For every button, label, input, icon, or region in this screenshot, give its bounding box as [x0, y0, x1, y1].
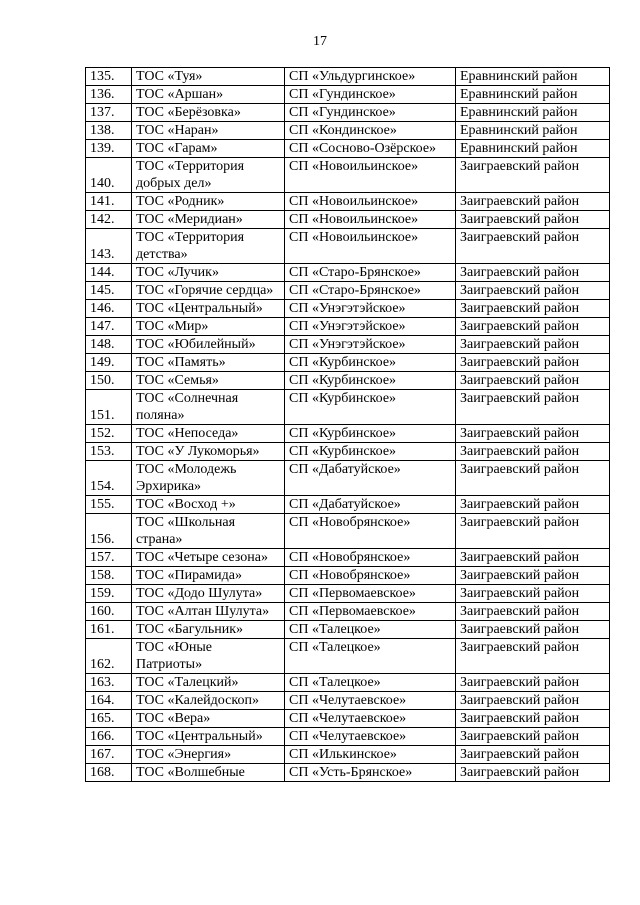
district-name: Заиграевский район	[456, 692, 610, 710]
settlement-name: СП «Курбинское»	[285, 372, 456, 390]
settlement-name: СП «Гундинское»	[285, 104, 456, 122]
tos-name: ТОС «Память»	[132, 354, 285, 372]
row-number: 150.	[86, 372, 132, 390]
table-row	[86, 86, 610, 104]
table-row	[86, 674, 610, 692]
settlement-name: СП «Талецкое»	[285, 621, 456, 639]
row-number: 158.	[86, 567, 132, 585]
district-name: Заиграевский район	[456, 443, 610, 461]
row-number: 160.	[86, 603, 132, 621]
table-row	[86, 549, 610, 567]
row-number: 143.	[86, 229, 132, 264]
row-number: 154.	[86, 461, 132, 496]
district-name: Заиграевский район	[456, 585, 610, 603]
table-row	[86, 567, 610, 585]
tos-name: ТОС «Гарам»	[132, 140, 285, 158]
tos-name: ТОС «Багульник»	[132, 621, 285, 639]
district-name: Заиграевский район	[456, 496, 610, 514]
row-number: 161.	[86, 621, 132, 639]
tos-name: ТОС «Аршан»	[132, 86, 285, 104]
district-name: Заиграевский район	[456, 764, 610, 782]
row-number: 139.	[86, 140, 132, 158]
district-name: Заиграевский район	[456, 639, 610, 674]
settlement-name: СП «Новоильинское»	[285, 211, 456, 229]
table-row	[86, 229, 610, 264]
settlement-name: СП «Кондинское»	[285, 122, 456, 140]
table-row	[86, 461, 610, 496]
table-row	[86, 496, 610, 514]
district-name: Заиграевский район	[456, 193, 610, 211]
table-row	[86, 621, 610, 639]
table-row	[86, 603, 610, 621]
row-number: 152.	[86, 425, 132, 443]
district-name: Заиграевский район	[456, 354, 610, 372]
table-row	[86, 264, 610, 282]
tos-name: ТОС «Берёзовка»	[132, 104, 285, 122]
tos-name: ТОС «Волшебные	[132, 764, 285, 782]
row-number: 142.	[86, 211, 132, 229]
tos-name: ТОС «Молодежь Эрхирика»	[132, 461, 285, 496]
row-number: 157.	[86, 549, 132, 567]
tos-name: ТОС «Додо Шулута»	[132, 585, 285, 603]
table-row	[86, 300, 610, 318]
district-name: Еравнинский район	[456, 68, 610, 86]
settlement-name: СП «Новобрянское»	[285, 567, 456, 585]
settlement-name: СП «Унэгэтэйское»	[285, 336, 456, 354]
tos-name: ТОС «Пирамида»	[132, 567, 285, 585]
settlement-name: СП «Ульдургинское»	[285, 68, 456, 86]
row-number: 159.	[86, 585, 132, 603]
tos-name: ТОС «Центральный»	[132, 728, 285, 746]
table-row	[86, 211, 610, 229]
district-name: Заиграевский район	[456, 336, 610, 354]
settlement-name: СП «Усть-Брянское»	[285, 764, 456, 782]
row-number: 140.	[86, 158, 132, 193]
table-row	[86, 282, 610, 300]
row-number: 137.	[86, 104, 132, 122]
settlement-name: СП «Первомаевское»	[285, 603, 456, 621]
tos-name: ТОС «Лучик»	[132, 264, 285, 282]
settlement-name: СП «Курбинское»	[285, 425, 456, 443]
tos-name: ТОС «Горячие сердца»	[132, 282, 285, 300]
settlement-name: СП «Курбинское»	[285, 390, 456, 425]
tos-name: ТОС «Юные Патриоты»	[132, 639, 285, 674]
tos-name: ТОС «Родник»	[132, 193, 285, 211]
row-number: 162.	[86, 639, 132, 674]
tos-name: ТОС «Мир»	[132, 318, 285, 336]
settlement-name: СП «Илькинское»	[285, 746, 456, 764]
district-name: Заиграевский район	[456, 603, 610, 621]
row-number: 146.	[86, 300, 132, 318]
settlement-name: СП «Новобрянское»	[285, 514, 456, 549]
row-number: 138.	[86, 122, 132, 140]
table-row	[86, 639, 610, 674]
district-name: Еравнинский район	[456, 86, 610, 104]
settlement-name: СП «Старо-Брянское»	[285, 282, 456, 300]
district-name: Заиграевский район	[456, 674, 610, 692]
district-name: Заиграевский район	[456, 567, 610, 585]
tos-name: ТОС «Энергия»	[132, 746, 285, 764]
table-row	[86, 585, 610, 603]
district-name: Еравнинский район	[456, 104, 610, 122]
tos-name: ТОС «Четыре сезона»	[132, 549, 285, 567]
district-name: Заиграевский район	[456, 621, 610, 639]
settlement-name: СП «Первомаевское»	[285, 585, 456, 603]
settlement-name: СП «Челутаевское»	[285, 728, 456, 746]
row-number: 141.	[86, 193, 132, 211]
tos-name: ТОС «Алтан Шулута»	[132, 603, 285, 621]
settlement-name: СП «Челутаевское»	[285, 692, 456, 710]
tos-registry-table	[85, 67, 610, 782]
district-name: Заиграевский район	[456, 390, 610, 425]
tos-name: ТОС «Непоседа»	[132, 425, 285, 443]
tos-name: ТОС «Территория добрых дел»	[132, 158, 285, 193]
district-name: Заиграевский район	[456, 514, 610, 549]
row-number: 144.	[86, 264, 132, 282]
district-name: Заиграевский район	[456, 300, 610, 318]
table-row	[86, 336, 610, 354]
page-number: 17	[313, 34, 327, 49]
settlement-name: СП «Дабатуйское»	[285, 461, 456, 496]
settlement-name: СП «Унэгэтэйское»	[285, 318, 456, 336]
row-number: 145.	[86, 282, 132, 300]
tos-name: ТОС «Меридиан»	[132, 211, 285, 229]
district-name: Заиграевский район	[456, 229, 610, 264]
row-number: 166.	[86, 728, 132, 746]
tos-name: ТОС «Юбилейный»	[132, 336, 285, 354]
row-number: 156.	[86, 514, 132, 549]
district-name: Заиграевский район	[456, 158, 610, 193]
district-name: Заиграевский район	[456, 425, 610, 443]
tos-name: ТОС «Вера»	[132, 710, 285, 728]
row-number: 164.	[86, 692, 132, 710]
row-number: 163.	[86, 674, 132, 692]
district-name: Заиграевский район	[456, 211, 610, 229]
tos-name: ТОС «Солнечная поляна»	[132, 390, 285, 425]
table-row	[86, 354, 610, 372]
tos-name: ТОС «Талецкий»	[132, 674, 285, 692]
table-row	[86, 728, 610, 746]
row-number: 168.	[86, 764, 132, 782]
table-row	[86, 68, 610, 86]
settlement-name: СП «Курбинское»	[285, 354, 456, 372]
tos-name: ТОС «Территория детства»	[132, 229, 285, 264]
table-row	[86, 104, 610, 122]
district-name: Заиграевский район	[456, 282, 610, 300]
district-name: Заиграевский район	[456, 461, 610, 496]
settlement-name: СП «Талецкое»	[285, 639, 456, 674]
table-row	[86, 710, 610, 728]
table-row	[86, 158, 610, 193]
table-row	[86, 122, 610, 140]
row-number: 148.	[86, 336, 132, 354]
table-row	[86, 692, 610, 710]
row-number: 149.	[86, 354, 132, 372]
row-number: 147.	[86, 318, 132, 336]
settlement-name: СП «Гундинское»	[285, 86, 456, 104]
tos-name: ТОС «Восход +»	[132, 496, 285, 514]
district-name: Заиграевский район	[456, 264, 610, 282]
table-row	[86, 193, 610, 211]
row-number: 165.	[86, 710, 132, 728]
table-row	[86, 443, 610, 461]
table-body	[86, 68, 610, 782]
row-number: 135.	[86, 68, 132, 86]
settlement-name: СП «Дабатуйское»	[285, 496, 456, 514]
tos-name: ТОС «Калейдоскоп»	[132, 692, 285, 710]
district-name: Заиграевский район	[456, 746, 610, 764]
settlement-name: СП «Курбинское»	[285, 443, 456, 461]
district-name: Заиграевский район	[456, 710, 610, 728]
settlement-name: СП «Старо-Брянское»	[285, 264, 456, 282]
row-number: 155.	[86, 496, 132, 514]
table-row	[86, 514, 610, 549]
settlement-name: СП «Сосново-Озёрское»	[285, 140, 456, 158]
row-number: 151.	[86, 390, 132, 425]
district-name: Заиграевский район	[456, 318, 610, 336]
district-name: Заиграевский район	[456, 728, 610, 746]
table-row	[86, 390, 610, 425]
row-number: 167.	[86, 746, 132, 764]
table-row	[86, 140, 610, 158]
settlement-name: СП «Унэгэтэйское»	[285, 300, 456, 318]
settlement-name: СП «Новоильинское»	[285, 158, 456, 193]
row-number: 136.	[86, 86, 132, 104]
district-name: Заиграевский район	[456, 372, 610, 390]
district-name: Еравнинский район	[456, 122, 610, 140]
district-name: Заиграевский район	[456, 549, 610, 567]
settlement-name: СП «Новоильинское»	[285, 229, 456, 264]
settlement-name: СП «Новоильинское»	[285, 193, 456, 211]
district-name: Еравнинский район	[456, 140, 610, 158]
row-number: 153.	[86, 443, 132, 461]
table-row	[86, 746, 610, 764]
table-row	[86, 318, 610, 336]
tos-name: ТОС «Центральный»	[132, 300, 285, 318]
tos-name: ТОС «У Лукоморья»	[132, 443, 285, 461]
settlement-name: СП «Новобрянское»	[285, 549, 456, 567]
tos-name: ТОС «Семья»	[132, 372, 285, 390]
settlement-name: СП «Талецкое»	[285, 674, 456, 692]
tos-name: ТОС «Наран»	[132, 122, 285, 140]
table-row	[86, 764, 610, 782]
tos-name: ТОС «Школьная страна»	[132, 514, 285, 549]
settlement-name: СП «Челутаевское»	[285, 710, 456, 728]
table-row	[86, 372, 610, 390]
table-row	[86, 425, 610, 443]
tos-name: ТОС «Туя»	[132, 68, 285, 86]
